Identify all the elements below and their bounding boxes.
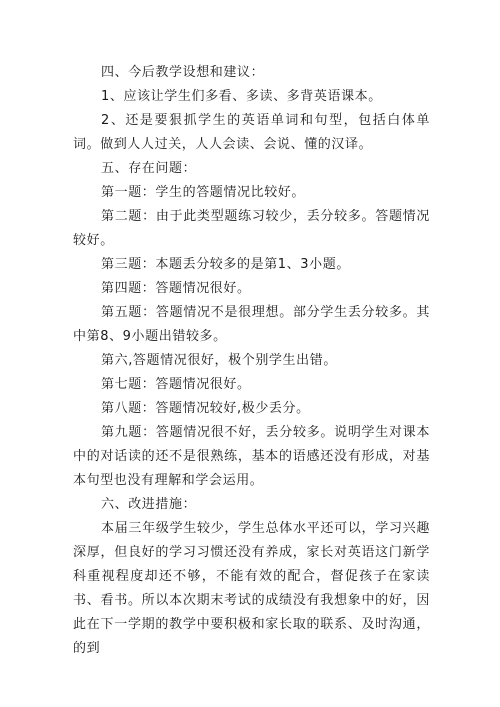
problem-item-9: 第九题：答题情况很不好，丢分较多。说明学生对课本中的对话读的还不是很熟练，基本的语感还没有形成，对基本句型也没有理解和学会运用。	[73, 425, 430, 488]
improvement-paragraph: 本届三年级学生较少，学生总体水平还可以，学习兴趣深厚，但良好的学习习惯还没有养成，家长对英语这门新学科重视程度却还不够，不能有效的配合，督促孩子在家读书、看书。所以本次期末考试的成绩没有我想象中的好，因此在下一学期的教学中要积极和家长取的联系、及时沟通，的到	[73, 521, 430, 656]
problem-item-8: 第八题：答题情况较好,极少丢分。	[101, 401, 310, 416]
section-heading-problems: 五、存在问题：	[101, 161, 197, 176]
problem-item-4: 第四题：答题情况很好。	[101, 281, 251, 296]
problem-item-7: 第七题：答题情况很好。	[101, 377, 251, 392]
problem-item-3: 第三题：本题丢分较多的是第1、3小题。	[101, 257, 350, 272]
problem-item-6: 第六,答题情况很好，极个别学生出错。	[101, 353, 337, 368]
problem-item-1: 第一题：学生的答题情况比较好。	[101, 185, 306, 200]
document-body	[73, 61, 430, 661]
problem-item-2: 第二题：由于此类型题练习较少，丢分较多。答题情况较好。	[73, 209, 430, 248]
suggestion-item-2: 2、还是要狠抓学生的英语单词和句型，包括白体单词。做到人人过关，人人会读、会说、懂的汉译。	[73, 113, 430, 152]
problem-item-5: 第五题：答题情况不是很理想。部分学生丢分较多。其中第8、9小题出错较多。	[73, 305, 430, 344]
section-heading-suggestions: 四、今后教学设想和建议：	[101, 65, 265, 80]
suggestion-item-1: 1、应该让学生们多看、多读、多背英语课本。	[101, 89, 382, 104]
section-heading-improvements: 六、改进措施：	[101, 497, 197, 512]
